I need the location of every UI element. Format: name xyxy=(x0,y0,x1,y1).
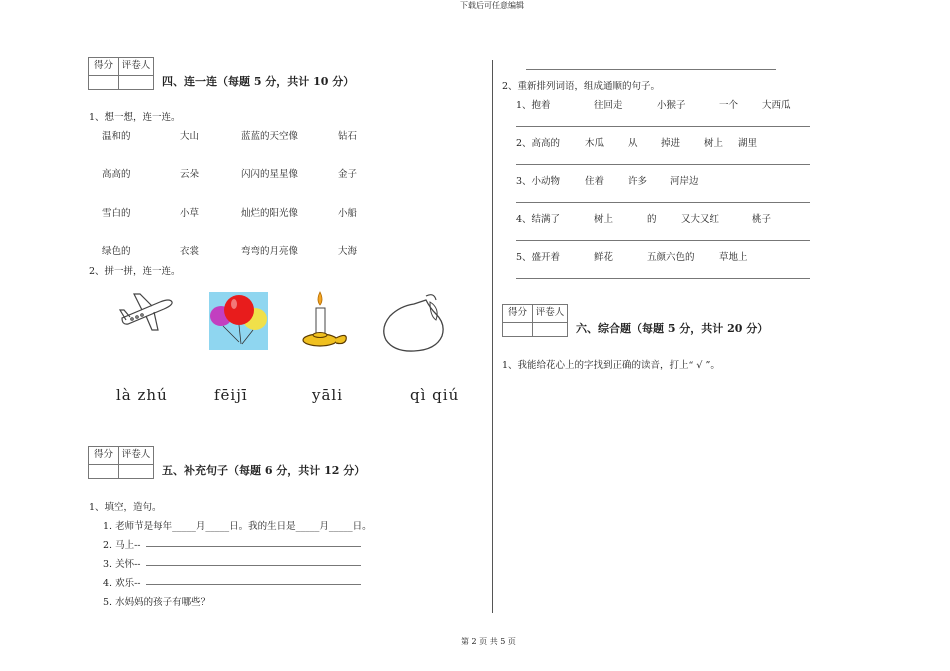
fill-item-1: 1. 老师节是每年_____月_____日。我的生日是_____月_____日。 xyxy=(103,521,372,532)
match-word: 灿烂的阳光像 xyxy=(241,208,299,219)
candle-icon xyxy=(300,290,352,350)
match-word: 雪白的 xyxy=(102,208,131,219)
fill-item-3: 3. 关怀-- xyxy=(103,559,141,570)
answer-line xyxy=(146,584,361,585)
reorder-word: 小猴子 xyxy=(657,100,686,111)
section5-title: 五、补充句子（每题 6 分，共计 12 分） xyxy=(162,464,366,477)
match-word: 温和的 xyxy=(102,131,131,142)
fill-item-5: 5. 水妈妈的孩子有哪些？ xyxy=(103,597,211,608)
fill-item-2: 2. 马上-- xyxy=(103,540,141,551)
grader-label: 评卷人 xyxy=(535,307,565,318)
answer-line xyxy=(146,565,361,566)
reorder-word: 3、小动物 xyxy=(516,176,561,187)
reorder-word: 河岸边 xyxy=(670,176,699,187)
score-label: 得分 xyxy=(89,58,119,75)
reorder-word: 又大又红 xyxy=(681,214,720,225)
airplane-icon xyxy=(116,290,178,334)
answer-line xyxy=(516,202,810,203)
header-note: 下载后可任意编辑 xyxy=(460,1,524,10)
pinyin-word: yāli xyxy=(312,386,344,404)
reorder-word: 树上 xyxy=(594,214,614,225)
reorder-word: 草地上 xyxy=(719,252,748,263)
reorder-word: 从 xyxy=(628,138,638,149)
reorder-word: 桃子 xyxy=(752,214,772,225)
match-word: 高高的 xyxy=(102,169,131,180)
score-box-section6 xyxy=(502,304,568,323)
section4-q1: 1、想一想，连一连。 xyxy=(89,112,181,123)
pear-icon xyxy=(380,290,448,354)
pinyin-word: là zhú xyxy=(116,386,168,404)
reorder-word: 许多 xyxy=(628,176,648,187)
reorder-word: 湖里 xyxy=(738,138,758,149)
reorder-word: 住着 xyxy=(585,176,605,187)
match-word: 闪闪的星星像 xyxy=(241,169,299,180)
reorder-word: 5、盛开着 xyxy=(516,252,561,263)
section6-q1: 1、我能给花心上的字找到正确的读音，打上“ √ ”。 xyxy=(502,360,720,371)
score-box-blank xyxy=(502,322,568,337)
match-word: 弯弯的月亮像 xyxy=(241,246,299,257)
reorder-word: 2、高高的 xyxy=(516,138,561,149)
fill-item-4: 4. 欢乐-- xyxy=(103,578,141,589)
section4-title: 四、连一连（每题 5 分，共计 10 分） xyxy=(162,75,355,88)
match-word: 绿色的 xyxy=(102,246,131,257)
top-rule xyxy=(526,69,776,70)
grader-label: 评卷人 xyxy=(121,60,151,71)
answer-line xyxy=(516,240,810,241)
reorder-word: 的 xyxy=(647,214,657,225)
pinyin-word: fēijī xyxy=(214,386,248,404)
score-box-section4 xyxy=(88,57,154,76)
match-word: 大山 xyxy=(180,131,200,142)
score-box-blank xyxy=(88,464,154,479)
score-label: 得分 xyxy=(503,305,533,322)
answer-line xyxy=(516,278,810,279)
match-word: 小草 xyxy=(180,208,200,219)
section4-q2: 2、拼一拼，连一连。 xyxy=(89,266,181,277)
reorder-word: 大西瓜 xyxy=(762,100,791,111)
section6-title: 六、综合题（每题 5 分，共计 20 分） xyxy=(576,322,769,335)
match-word: 小船 xyxy=(338,208,358,219)
right-q2: 2、重新排列词语，组成通顺的句子。 xyxy=(502,81,661,92)
match-word: 钻石 xyxy=(338,131,358,142)
grader-label: 评卷人 xyxy=(121,449,151,460)
reorder-word: 树上 xyxy=(704,138,724,149)
balloons-icon xyxy=(209,292,268,350)
score-box-section5 xyxy=(88,446,154,465)
reorder-word: 往回走 xyxy=(594,100,623,111)
reorder-word: 木瓜 xyxy=(585,138,605,149)
page-footer: 第 2 页 共 5 页 xyxy=(461,637,516,646)
match-word: 大海 xyxy=(338,246,358,257)
column-divider xyxy=(492,60,493,613)
reorder-word: 4、结满了 xyxy=(516,214,561,225)
match-word: 云朵 xyxy=(180,169,200,180)
section5-q1: 1、填空，造句。 xyxy=(89,502,162,513)
match-word: 衣裳 xyxy=(180,246,200,257)
answer-line xyxy=(516,126,810,127)
score-label: 得分 xyxy=(89,447,119,464)
match-word: 蓝蓝的天空像 xyxy=(241,131,299,142)
reorder-word: 五颜六色的 xyxy=(647,252,695,263)
reorder-word: 掉进 xyxy=(661,138,681,149)
answer-line xyxy=(146,546,361,547)
answer-line xyxy=(516,164,810,165)
match-word: 金子 xyxy=(338,169,358,180)
reorder-word: 一个 xyxy=(719,100,739,111)
pinyin-word: qì qiú xyxy=(410,386,460,404)
reorder-word: 1、抱着 xyxy=(516,100,551,111)
score-box-blank xyxy=(88,75,154,90)
reorder-word: 鲜花 xyxy=(594,252,614,263)
